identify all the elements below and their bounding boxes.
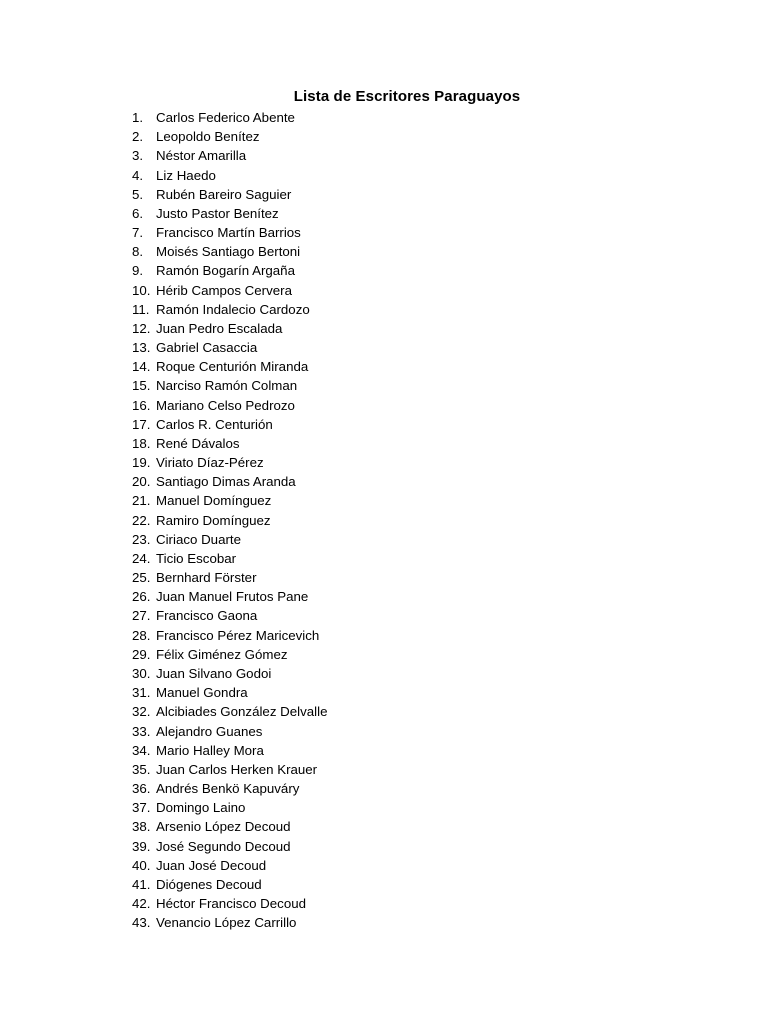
writer-name: José Segundo Decoud bbox=[156, 838, 291, 854]
list-item bbox=[132, 913, 327, 932]
writer-name: Ramón Indalecio Cardozo bbox=[156, 301, 310, 317]
list-item bbox=[132, 568, 327, 587]
writer-name: Ciriaco Duarte bbox=[156, 531, 241, 547]
list-item-number: 7. bbox=[132, 225, 144, 241]
list-item bbox=[132, 204, 327, 223]
writer-name: Domingo Laino bbox=[156, 800, 246, 816]
list-item bbox=[132, 664, 327, 683]
list-item bbox=[132, 261, 327, 280]
writer-name: Mario Halley Mora bbox=[156, 742, 264, 758]
list-item-number: 26. bbox=[132, 589, 151, 605]
list-item-number: 5. bbox=[132, 186, 144, 202]
list-item-number: 2. bbox=[132, 129, 144, 145]
list-item-number: 12. bbox=[132, 320, 151, 336]
writer-list bbox=[132, 108, 327, 932]
list-item bbox=[132, 415, 327, 434]
writer-name: René Dávalos bbox=[156, 435, 240, 451]
writer-name: Carlos R. Centurión bbox=[156, 416, 273, 432]
list-item bbox=[132, 146, 327, 165]
list-item-number: 14. bbox=[132, 359, 151, 375]
list-item-number: 40. bbox=[132, 857, 151, 873]
writer-name: Ramiro Domínguez bbox=[156, 512, 271, 528]
list-item-number: 28. bbox=[132, 627, 151, 643]
list-item bbox=[132, 357, 327, 376]
list-item-number: 32. bbox=[132, 704, 151, 720]
document-title: Lista de Escritores Paraguayos bbox=[293, 88, 521, 105]
list-item-number: 1. bbox=[132, 110, 144, 125]
writer-name: Diógenes Decoud bbox=[156, 876, 262, 892]
writer-name: Ramón Bogarín Argaña bbox=[156, 263, 295, 279]
list-item bbox=[132, 319, 327, 338]
list-item bbox=[132, 530, 327, 549]
writer-name: Narciso Ramón Colman bbox=[156, 378, 298, 394]
list-item-number: 30. bbox=[132, 665, 151, 681]
writer-name: Venancio López Carrillo bbox=[156, 915, 297, 931]
list-item-number: 4. bbox=[132, 167, 144, 183]
writer-name: Alcibiades González Delvalle bbox=[156, 704, 328, 720]
list-item bbox=[132, 242, 327, 261]
writer-name: Mariano Celso Pedrozo bbox=[156, 397, 295, 413]
writer-name: Carlos Federico Abente bbox=[156, 110, 295, 125]
list-item bbox=[132, 127, 327, 146]
list-item bbox=[132, 722, 327, 741]
writer-name: Leopoldo Benítez bbox=[156, 129, 260, 145]
writer-name: Félix Giménez Gómez bbox=[156, 646, 288, 662]
list-item bbox=[132, 108, 327, 127]
list-item bbox=[132, 511, 327, 530]
list-item-number: 18. bbox=[132, 435, 151, 451]
writer-name: Juan Pedro Escalada bbox=[156, 320, 283, 336]
list-item bbox=[132, 626, 327, 645]
list-item-number: 43. bbox=[132, 915, 151, 931]
list-item bbox=[132, 223, 327, 242]
list-item-number: 19. bbox=[132, 455, 151, 471]
list-item-number: 17. bbox=[132, 416, 151, 432]
writer-name: Ticio Escobar bbox=[156, 550, 237, 566]
list-item-number: 8. bbox=[132, 244, 144, 260]
list-item bbox=[132, 396, 327, 415]
list-item bbox=[132, 472, 327, 491]
writer-name: Moisés Santiago Bertoni bbox=[156, 244, 301, 260]
list-item bbox=[132, 491, 327, 510]
list-item bbox=[132, 166, 327, 185]
list-item-number: 42. bbox=[132, 896, 151, 912]
writer-name: Justo Pastor Benítez bbox=[156, 205, 279, 221]
writer-name: Francisco Martín Barrios bbox=[156, 225, 301, 241]
list-item bbox=[132, 875, 327, 894]
writer-name: Bernhard Förster bbox=[156, 570, 257, 586]
list-item-number: 13. bbox=[132, 340, 151, 356]
writer-name: Andrés Benkö Kapuváry bbox=[156, 781, 300, 797]
list-item bbox=[132, 185, 327, 204]
list-item bbox=[132, 645, 327, 664]
list-item bbox=[132, 376, 327, 395]
list-item-number: 11. bbox=[132, 301, 150, 317]
writer-name: Gabriel Casaccia bbox=[156, 340, 258, 356]
list-item-number: 27. bbox=[132, 608, 151, 624]
list-item bbox=[132, 760, 327, 779]
list-item-number: 22. bbox=[132, 512, 151, 528]
list-item bbox=[132, 817, 327, 836]
writer-name: Juan Manuel Frutos Pane bbox=[156, 589, 309, 605]
list-item bbox=[132, 338, 327, 357]
list-item bbox=[132, 281, 327, 300]
list-item bbox=[132, 894, 327, 913]
list-item-number: 21. bbox=[132, 493, 151, 509]
list-item-number: 15. bbox=[132, 378, 151, 394]
writer-name: Francisco Gaona bbox=[156, 608, 258, 624]
list-item-number: 41. bbox=[132, 876, 151, 892]
list-item bbox=[132, 779, 327, 798]
writer-name: Manuel Gondra bbox=[156, 685, 248, 701]
list-item bbox=[132, 587, 327, 606]
list-item-number: 33. bbox=[132, 723, 151, 739]
list-item bbox=[132, 549, 327, 568]
list-item-number: 36. bbox=[132, 781, 151, 797]
list-item bbox=[132, 434, 327, 453]
list-item bbox=[132, 606, 327, 625]
list-item-number: 16. bbox=[132, 397, 151, 413]
list-item-number: 38. bbox=[132, 819, 151, 835]
writer-name: Roque Centurión Miranda bbox=[156, 359, 309, 375]
writer-name: Liz Haedo bbox=[156, 167, 216, 183]
list-item-number: 31. bbox=[132, 685, 151, 701]
list-item-number: 23. bbox=[132, 531, 151, 547]
writer-name: Hérib Campos Cervera bbox=[156, 282, 292, 298]
writer-name: Héctor Francisco Decoud bbox=[156, 896, 307, 912]
writer-name: Néstor Amarilla bbox=[156, 148, 247, 164]
list-item bbox=[132, 300, 327, 319]
list-item-number: 34. bbox=[132, 742, 151, 758]
writer-name: Juan Silvano Godoi bbox=[156, 665, 272, 681]
list-item-number: 29. bbox=[132, 646, 151, 662]
list-item-number: 3. bbox=[132, 148, 144, 164]
writer-name: Juan José Decoud bbox=[156, 857, 267, 873]
list-item-number: 37. bbox=[132, 800, 151, 816]
writer-name: Francisco Pérez Maricevich bbox=[156, 627, 320, 643]
list-item bbox=[132, 798, 327, 817]
list-item bbox=[132, 683, 327, 702]
list-item-number: 24. bbox=[132, 550, 151, 566]
writer-name: Manuel Domínguez bbox=[156, 493, 272, 509]
list-item-number: 20. bbox=[132, 474, 151, 490]
list-item-number: 10. bbox=[132, 282, 151, 298]
writer-name: Viriato Díaz-Pérez bbox=[156, 455, 264, 471]
writer-name: Juan Carlos Herken Krauer bbox=[156, 761, 318, 777]
writer-name: Santiago Dimas Aranda bbox=[156, 474, 296, 490]
list-item-number: 35. bbox=[132, 761, 151, 777]
writer-name: Rubén Bareiro Saguier bbox=[156, 186, 292, 202]
writer-name: Alejandro Guanes bbox=[156, 723, 263, 739]
list-item-number: 39. bbox=[132, 838, 151, 854]
list-item bbox=[132, 856, 327, 875]
list-item-number: 9. bbox=[132, 263, 144, 279]
list-item-number: 6. bbox=[132, 205, 144, 221]
list-item bbox=[132, 453, 327, 472]
writer-name: Arsenio López Decoud bbox=[156, 819, 291, 835]
list-item bbox=[132, 741, 327, 760]
list-item-number: 25. bbox=[132, 570, 151, 586]
list-item bbox=[132, 702, 327, 721]
list-item bbox=[132, 837, 327, 856]
